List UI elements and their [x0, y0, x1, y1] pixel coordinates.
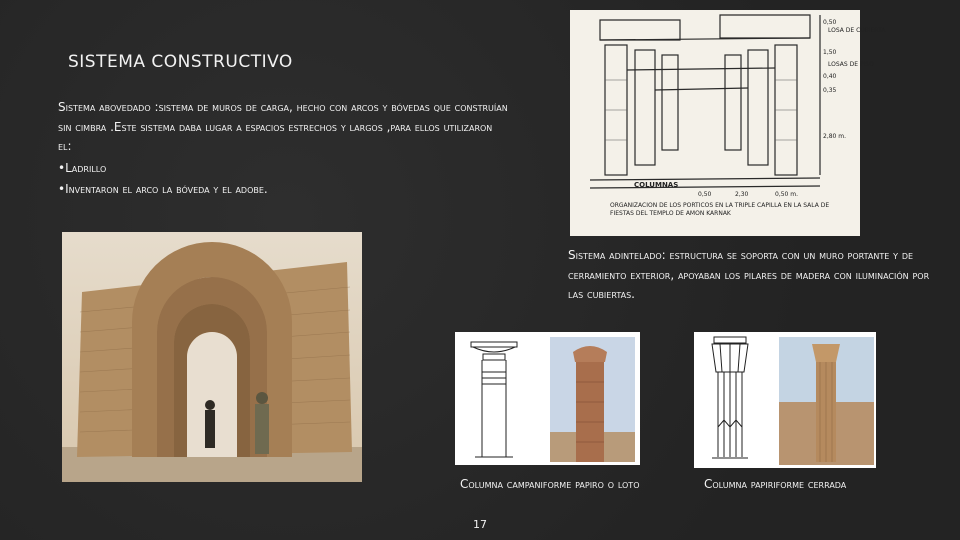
diagram-measure-3: 0,40: [823, 73, 837, 80]
diagram-bottom-measure-2: 2,30: [735, 191, 749, 198]
campaniforme-column-image: [455, 332, 640, 465]
diagram-columns-label: COLUMNAS: [634, 181, 679, 189]
diagram-measure-5: 2,80 m.: [823, 133, 847, 140]
diagram-measure-1: 0,50: [823, 19, 837, 26]
diagram-caption: ORGANIZACION DE LOS PORTICOS EN LA TRIPLE CAPILLA EN LA SALA DE FIESTAS DEL TEMPLO DE AMON KARNAK: [610, 202, 830, 217]
arch-photo: [62, 232, 362, 482]
diagram-bottom-measure-3: 0,50 m.: [775, 191, 799, 198]
diagram-label-losa-cubierta: LOSA DE CUBIERTA: [828, 27, 886, 34]
portico-diagram: [570, 10, 886, 236]
diagram-measure-4: 0,35: [823, 87, 837, 94]
bullet-arco-boveda: •Inventaron el arco la bóveda y el adobe.: [58, 182, 268, 196]
papiriforme-column-image: [694, 332, 876, 468]
intro-paragraph: Sistema abovedado :sistema de muros de carga, hecho con arcos y bóvedas que construían sin cimbra .Este sistema daba lugar a espacios estrechos y largos ,para ellos utilizaron el:: [58, 100, 508, 153]
diagram-label-losas-piso: LOSAS DE PISO: [828, 61, 874, 68]
page-number: 17: [473, 518, 487, 531]
diagram-bottom-measure-1: 0,50: [698, 191, 712, 198]
adintelado-text: Sistema adintelado: estructura se soporta con un muro portante y de cerramiento exterior, apoyaban los pilares de madera con iluminación por las cubiertas.: [568, 248, 930, 301]
intro-text-block: [58, 98, 508, 200]
caption-campaniforme: Columna campaniforme papiro o loto: [460, 477, 640, 491]
bullet-ladrillo: •Ladrillo: [58, 160, 107, 175]
slide-title: SISTEMA CONSTRUCTIVO: [68, 52, 293, 72]
caption-papiriforme: Columna papiriforme cerrada: [704, 477, 847, 491]
diagram-measure-2: 1,50: [823, 49, 837, 56]
